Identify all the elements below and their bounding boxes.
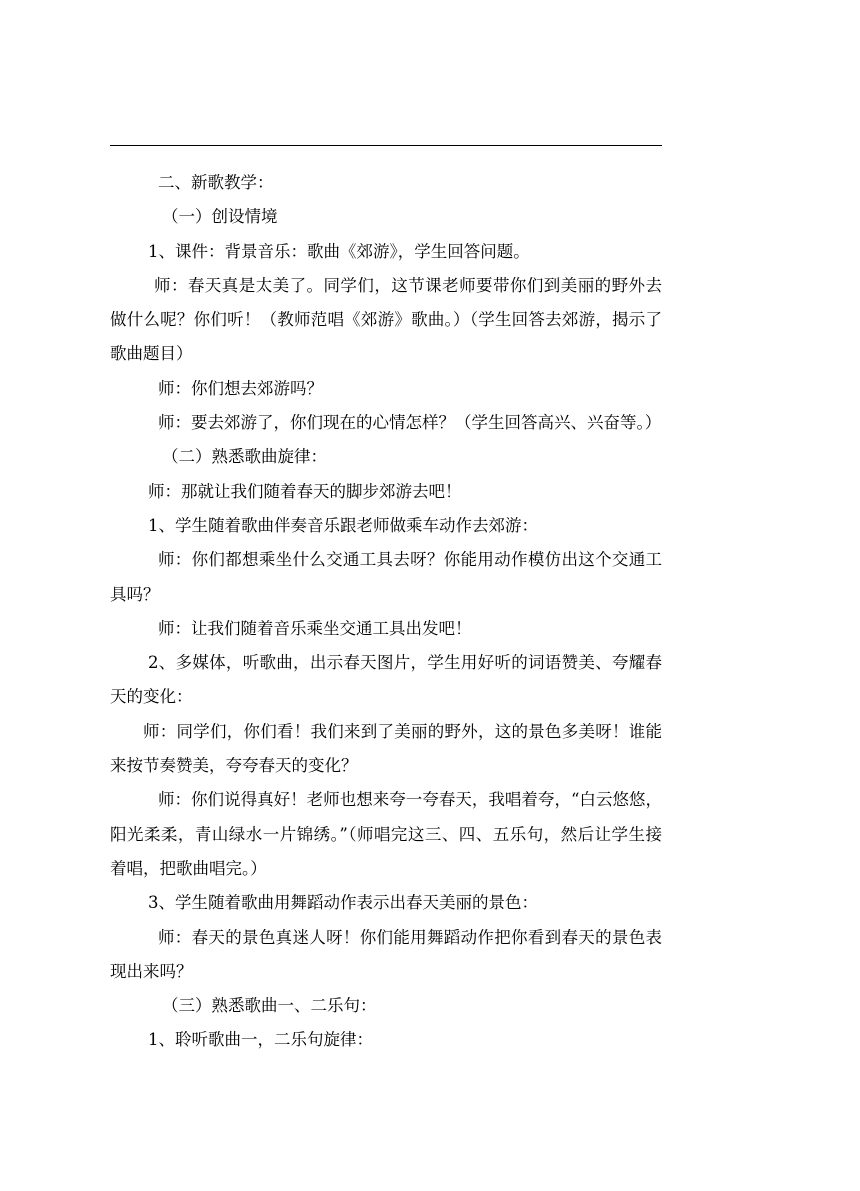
teacher-line-mood: 师：要去郊游了，你们现在的心情怎样？（学生回答高兴、兴奋等。）: [158, 413, 662, 433]
section-heading-new-song-teaching: 二、新歌教学：: [158, 173, 274, 192]
subsection-heading-phrases: （三）熟悉歌曲一、二乐句：: [162, 996, 377, 1016]
teacher-line-follow-spring: 师：那就让我们随着春天的脚步郊游去吧！: [148, 481, 462, 501]
step-courseware: 1、课件：背景音乐：歌曲《郊游》，学生回答问题。: [148, 241, 530, 261]
header-rule: [110, 145, 662, 146]
teacher-line-scenery: 师：春天的景色真迷人呀！你们能用舞蹈动作把你看到春天的景色表现出来吗？: [110, 927, 662, 981]
step-listen-phrases: 1、聆听歌曲一，二乐句旋律：: [148, 1030, 373, 1050]
subsection-heading-familiar-melody: （二）熟悉歌曲旋律：: [162, 447, 327, 467]
step-dance: 3、学生随着歌曲用舞蹈动作表示出春天美丽的景色：: [148, 893, 538, 913]
teacher-line-look: 师：同学们，你们看！我们来到了美丽的野外，这的景色多美呀！谁能来按节奏赞美，夸夸春天的变化？: [110, 721, 662, 776]
step-ride-motion: 1、学生随着歌曲伴奏音乐跟老师做乘车动作去郊游：: [148, 515, 538, 535]
teacher-line-spring: 师：春天真是太美了。同学们，这节课老师要带你们到美丽的野外去做什么呢？你们听！（教师范唱《郊游》歌曲。）（学生回答去郊游，揭示了歌曲题目）: [110, 275, 662, 364]
teacher-line-want-outing: 师：你们想去郊游吗？: [158, 378, 323, 398]
step-multimedia: 2、多媒体，听歌曲，出示春天图片，学生用好听的词语赞美、夸耀春天的变化：: [110, 653, 662, 707]
teacher-line-praise: 师：你们说得真好！老师也想来夸一夸春天，我唱着夸，“白云悠悠，阳光柔柔，青山绿水一片锦绣。”（师唱完这三、四、五乐句，然后让学生接着唱，把歌曲唱完。）: [110, 790, 662, 878]
teacher-line-depart: 师：让我们随着音乐乘坐交通工具出发吧！: [158, 618, 472, 638]
teacher-line-transport: 师：你们都想乘坐什么交通工具去呀？你能用动作模仿出这个交通工具吗？: [110, 550, 662, 604]
document-body: [110, 166, 662, 1058]
subsection-heading-create-scenario: （一）创设情境: [162, 207, 278, 227]
